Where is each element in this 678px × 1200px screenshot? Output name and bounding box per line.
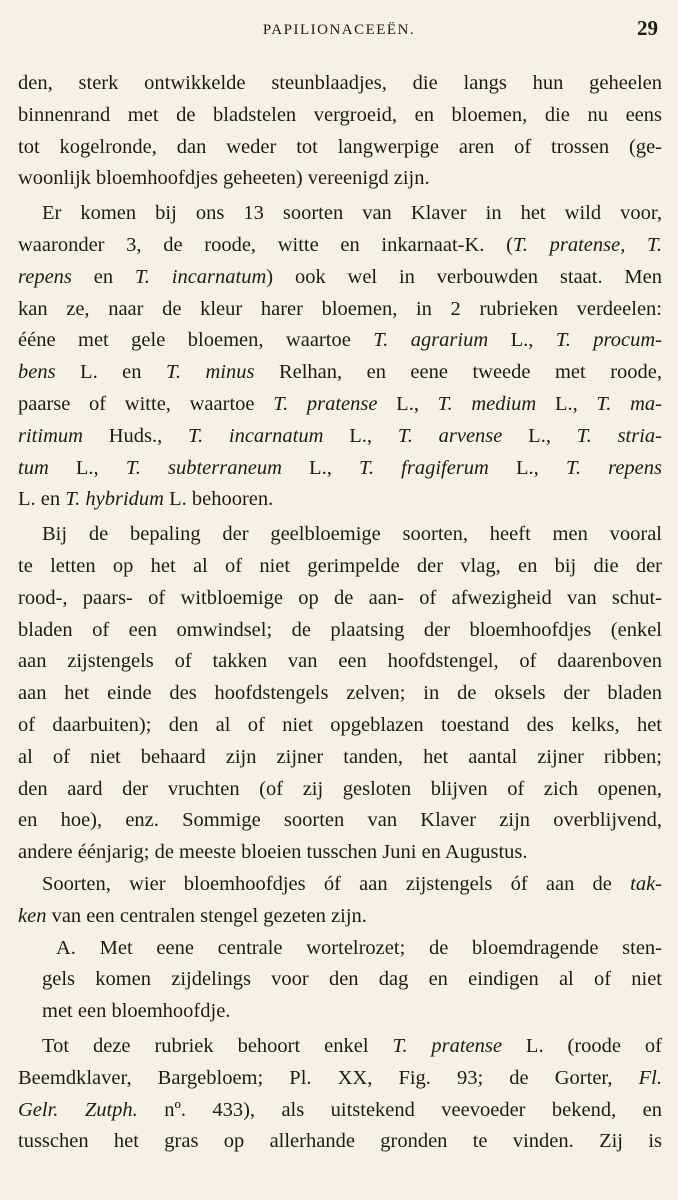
text-run: Er komen bij ons 13 soorten van Klaver in het wild voor, [42, 202, 662, 225]
text-run: ) ook wel in verbouwden staat. Men [266, 265, 662, 288]
text-run: nº. 433), als uitstekend veevoeder bekend, en [137, 1098, 662, 1121]
text-line [18, 1095, 662, 1127]
text-line [18, 742, 662, 774]
italic-text: T. stria- [576, 424, 662, 447]
text-run: van een centralen stengel gezeten zijn. [46, 904, 367, 927]
text-run: L., [502, 424, 577, 447]
text-run: en hoe), enz. Sommige soorten van Klaver zijn overblijvend, [18, 809, 662, 832]
text-line [18, 421, 662, 453]
italic-text: T. ma- [596, 392, 662, 415]
text-line [18, 869, 662, 901]
text-run: L., [488, 329, 556, 352]
text-run: te letten op het al of niet gerimpelde der vlag, en bij die der [18, 554, 662, 577]
text-run: andere éénjarig; de meeste bloeien tusschen Juni en Augustus. [18, 841, 528, 864]
text-run: bladen of een omwindsel; de plaatsing der bloemhoofdjes (enkel [18, 618, 662, 641]
text-run: met een bloemhoofdje. [42, 1000, 231, 1023]
text-run: Relhan, en eene tweede met roode, [254, 361, 662, 384]
text-run: den aard der vruchten (of zij gesloten blijven of zich openen, [18, 777, 662, 800]
text-line [18, 1126, 662, 1158]
italic-text: tak- [630, 872, 662, 895]
italic-text: T. pratense [392, 1034, 502, 1057]
italic-text: Gelr. Zutph. [18, 1098, 138, 1121]
text-line [18, 453, 662, 485]
text-run: aan zijstengels of takken van een hoofdstengel, of daarenboven [18, 650, 662, 673]
text-run: L. en [55, 361, 166, 384]
text-line [18, 132, 662, 164]
italic-text: T. medium [437, 392, 537, 415]
text-line [18, 100, 662, 132]
text-body [18, 68, 662, 1158]
text-run: binnenrand met de bladstelen vergroeid, en bloemen, die nu eens [18, 103, 662, 126]
text-line [18, 198, 662, 230]
text-line [18, 964, 662, 996]
text-run: L. (roode of [502, 1034, 663, 1057]
text-run: aan het einde des hoofdstengels zelven; in de oksels der bladen [18, 682, 662, 705]
italic-text: T. subterraneum [125, 456, 282, 479]
italic-text: ken [18, 904, 47, 927]
text-run: Beemdklaver, Bargebloem; Pl. XX, Fig. 93; de Gorter, [18, 1066, 639, 1089]
text-run: rood-, paars- of witbloemige op de aan- of afwezigheid van schut- [18, 586, 662, 609]
italic-text: T. procum- [555, 329, 662, 352]
text-run: A. Met eene centrale wortelrozet; de bloemdragende sten- [56, 936, 662, 959]
text-run: tot kogelronde, dan weder tot langwerpige aren of trossen (ge- [18, 135, 662, 158]
text-run: ééne met gele bloemen, waartoe [18, 329, 374, 352]
paragraph-4 [18, 869, 662, 933]
text-line [18, 583, 662, 615]
text-line [18, 774, 662, 806]
text-run: paarse of witte, waartoe [18, 392, 274, 415]
italic-text: tum [18, 456, 49, 479]
page-number: 29 [637, 16, 658, 40]
text-line [18, 933, 662, 965]
text-line [18, 294, 662, 326]
text-run: L. en [18, 488, 66, 511]
text-run: L. behooren. [163, 488, 274, 511]
italic-text: bens [18, 361, 56, 384]
text-line [18, 163, 662, 195]
text-line [18, 837, 662, 869]
italic-text: repens [18, 265, 72, 288]
page-header [0, 16, 678, 46]
italic-text: T. arvense [397, 424, 503, 447]
text-line [18, 230, 662, 262]
italic-text: T. minus [166, 361, 255, 384]
italic-text: T. repens [565, 456, 662, 479]
text-line [18, 551, 662, 583]
text-run: L., [281, 456, 359, 479]
text-line [18, 901, 662, 933]
text-run: L., [536, 392, 597, 415]
italic-text: T. incarnatum [134, 265, 267, 288]
text-run: L., [323, 424, 398, 447]
italic-text: T. fragiferum [358, 456, 489, 479]
paragraph-2 [18, 198, 662, 516]
italic-text: T. pratense [273, 392, 378, 415]
text-line [18, 710, 662, 742]
text-line [18, 646, 662, 678]
text-line [18, 996, 662, 1028]
text-line [18, 262, 662, 294]
text-run: al of niet behaard zijn zijner tanden, het aantal zijner ribben; [18, 745, 662, 768]
text-line [18, 484, 662, 516]
text-run: woonlijk bloemhoofdjes geheeten) vereenigd zijn. [18, 167, 430, 190]
text-run: of daarbuiten); den al of niet opgeblazen toestand des kelks, het [18, 713, 662, 736]
text-run: L., [488, 456, 566, 479]
paragraph-6 [18, 1031, 662, 1158]
text-run: L., [48, 456, 126, 479]
running-title: PAPILIONACEEËN. [262, 22, 416, 38]
text-run: Bij de bepaling der geelbloemige soorten, heeft men vooral [42, 523, 662, 546]
italic-text: T. incarnatum [188, 424, 324, 447]
paragraph-3 [18, 519, 662, 869]
italic-text: T. hybridum [65, 488, 164, 511]
italic-text: T. pratense, T. [512, 233, 662, 256]
text-run: kan ze, naar de kleur harer bloemen, in 2 rubrieken verdeelen: [18, 297, 662, 320]
text-run: den, sterk ontwikkelde steunblaadjes, die langs hun geheelen [18, 72, 662, 94]
italic-text: ritimum [18, 424, 83, 447]
text-run: Huds., [82, 424, 189, 447]
italic-text: Fl. [638, 1066, 662, 1089]
text-line [18, 389, 662, 421]
text-run: waaronder 3, de roode, witte en inkarnaat-K. ( [18, 233, 513, 256]
text-line [18, 325, 662, 357]
paragraph-5 [18, 933, 662, 1028]
text-run: tusschen het gras op allerhande gronden te vinden. Zij is [18, 1130, 662, 1153]
text-line [18, 805, 662, 837]
text-run: Soorten, wier bloemhoofdjes óf aan zijstengels óf aan de [42, 872, 631, 895]
text-run: L., [377, 392, 438, 415]
text-line [18, 519, 662, 551]
text-run: en [71, 265, 135, 288]
text-line [18, 1031, 662, 1063]
text-line [18, 68, 662, 100]
text-line [18, 357, 662, 389]
text-line [18, 615, 662, 647]
italic-text: T. agrarium [373, 329, 489, 352]
text-run: Tot deze rubriek behoort enkel [42, 1034, 393, 1057]
text-line [18, 678, 662, 710]
text-line [18, 1063, 662, 1095]
paragraph-1 [18, 68, 662, 195]
text-run: gels komen zijdelings voor den dag en eindigen al of niet [42, 968, 662, 991]
